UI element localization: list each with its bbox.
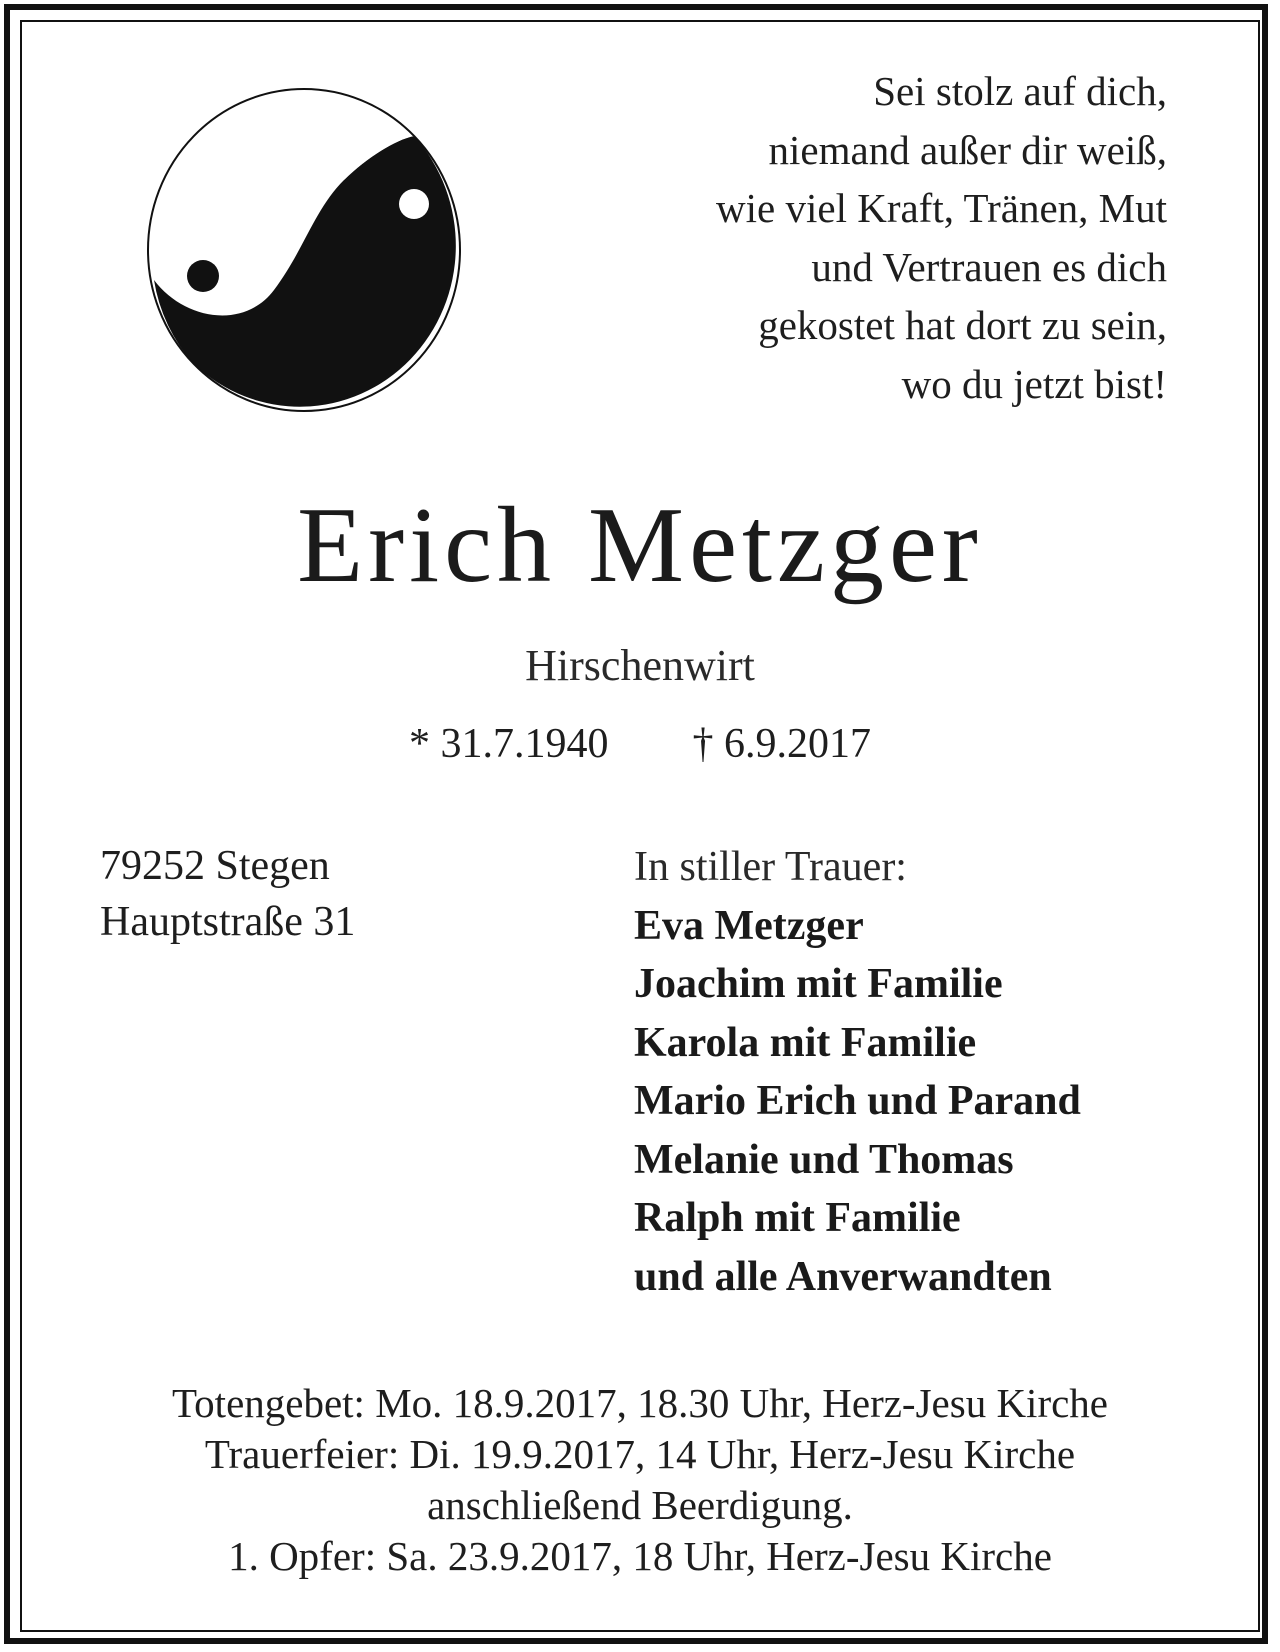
poem-line: wie viel Kraft, Tränen, Mut bbox=[716, 185, 1167, 231]
mourner-name: Eva Metzger bbox=[634, 902, 864, 949]
deceased-occupation: Hirschenwirt bbox=[525, 641, 755, 690]
address bbox=[100, 838, 355, 950]
mourner-name: Melanie und Thomas bbox=[634, 1136, 1014, 1183]
service-line: 1. Opfer: Sa. 23.9.2017, 18 Uhr, Herz-Jesu Kirche bbox=[228, 1533, 1052, 1579]
mourners-list bbox=[634, 838, 1081, 1306]
poem-line: niemand außer dir weiß, bbox=[768, 126, 1167, 173]
poem-line: Sei stolz auf dich, bbox=[873, 68, 1167, 114]
service-line: anschließend Beerdigung. bbox=[427, 1482, 853, 1528]
poem-line: wo du jetzt bist! bbox=[901, 360, 1167, 407]
life-dates bbox=[0, 718, 1280, 770]
mourner-name: Karola mit Familie bbox=[634, 1019, 977, 1066]
poem bbox=[507, 62, 1167, 413]
service-line: Trauerfeier: Di. 19.9.2017, 14 Uhr, Herz-Jesu Kirche bbox=[204, 1431, 1076, 1477]
birth-date: * 31.7.1940 bbox=[409, 721, 609, 767]
poem-line: und Vertrauen es dich bbox=[811, 243, 1167, 290]
address-city: 79252 Stegen bbox=[100, 843, 330, 889]
yin-yang-icon bbox=[143, 84, 465, 416]
mourner-name: Joachim mit Familie bbox=[634, 961, 1003, 1007]
mourners-intro: In stiller Trauer: bbox=[634, 844, 907, 890]
address-street: Hauptstraße 31 bbox=[100, 899, 356, 945]
deceased-name: Erich Metzger bbox=[297, 486, 983, 605]
mourner-name: Mario Erich und Parand bbox=[634, 1078, 1081, 1124]
death-date: † 6.9.2017 bbox=[692, 721, 871, 767]
mourner-name: Ralph mit Familie bbox=[634, 1195, 961, 1241]
poem-line: gekostet hat dort zu sein, bbox=[758, 302, 1167, 348]
service-line: Totengebet: Mo. 18.9.2017, 18.30 Uhr, Herz-Jesu Kirche bbox=[172, 1380, 1108, 1426]
mourner-name: und alle Anverwandten bbox=[634, 1253, 1052, 1300]
service-schedule bbox=[0, 1378, 1280, 1582]
